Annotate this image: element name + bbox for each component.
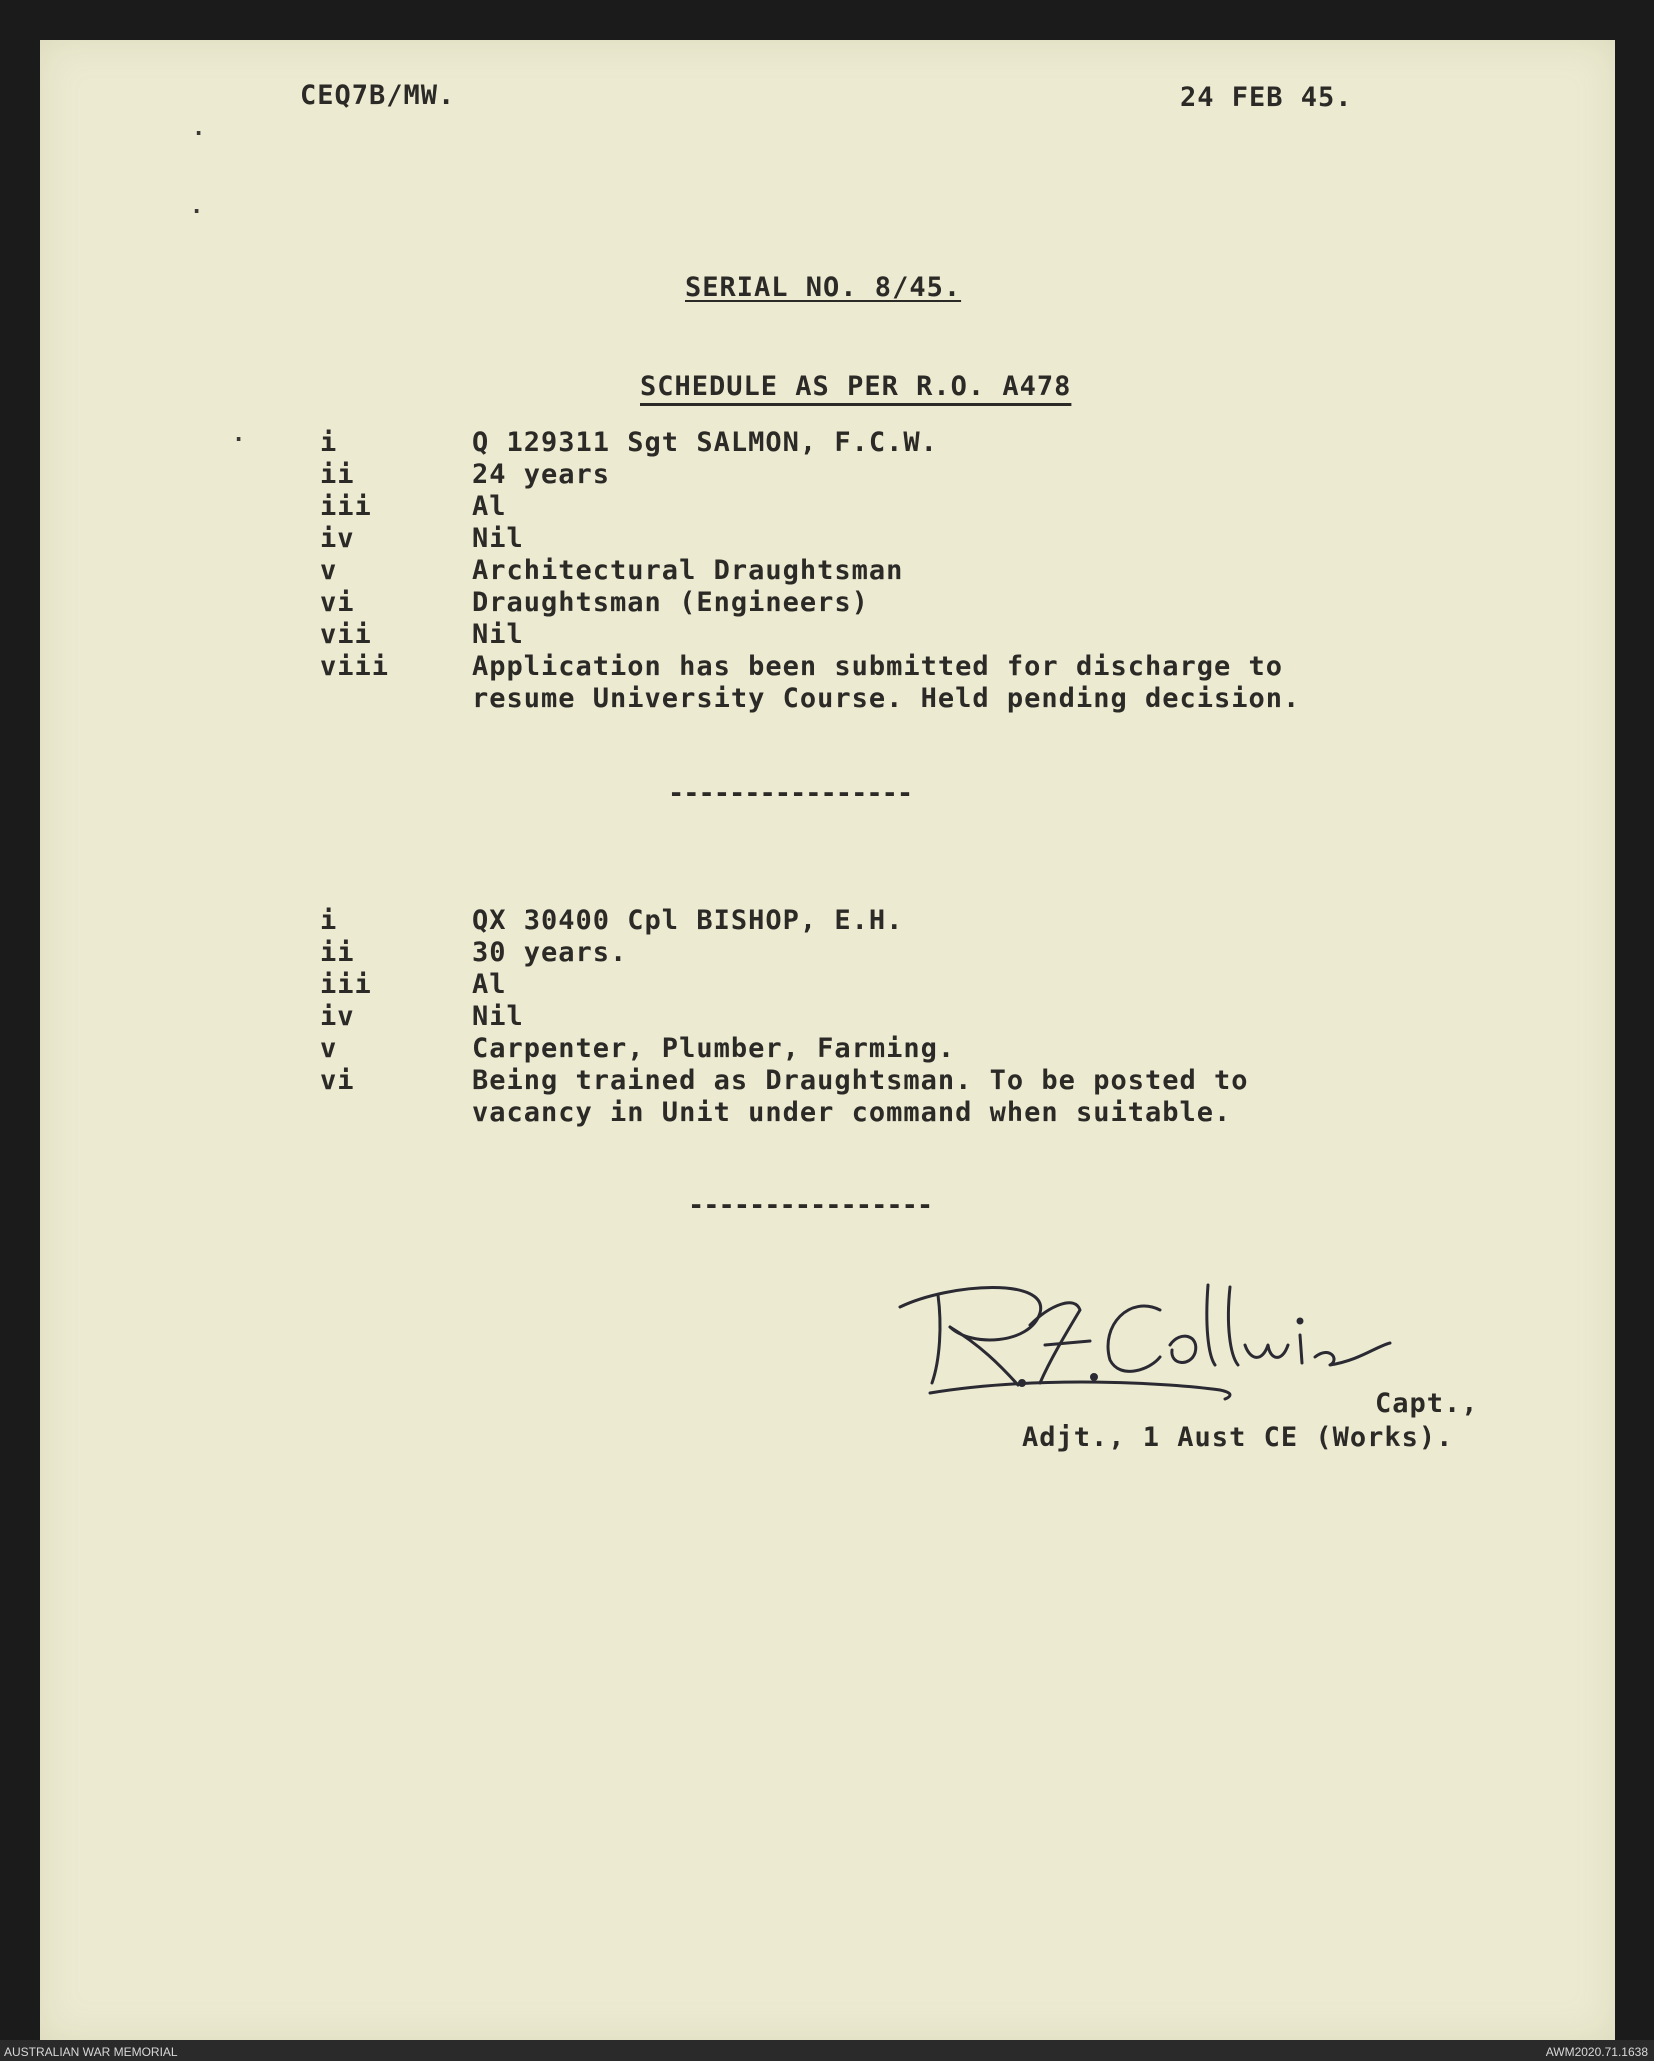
document-reference: CEQ7B/MW. <box>300 80 456 111</box>
schedule-row <box>320 491 1372 523</box>
signatory-appointment: Adjt., 1 Aust CE (Works). <box>1022 1422 1454 1453</box>
schedule-row <box>320 969 1372 1001</box>
schedule-reference: SCHEDULE AS PER R.O. A478 <box>640 371 1072 402</box>
schedule-row <box>320 619 1372 651</box>
schedule-row <box>320 1033 1372 1065</box>
item-number: vi <box>320 587 355 618</box>
handwritten-signature <box>890 1265 1400 1405</box>
item-value: Application has been submitted for discharge to resume University Course. Held pending decision. <box>472 651 1301 714</box>
schedule-row <box>320 555 1372 587</box>
schedule-row <box>320 523 1372 555</box>
item-value: Carpenter, Plumber, Farming. <box>472 1033 956 1064</box>
schedule-entry-bishop <box>320 905 1372 1129</box>
margin-mark: · <box>232 428 246 453</box>
item-value: 24 years <box>472 459 611 490</box>
item-number: vi <box>320 1065 355 1096</box>
schedule-row <box>320 905 1372 937</box>
schedule-row <box>320 587 1372 619</box>
schedule-row <box>320 1065 1372 1129</box>
item-value: QX 30400 Cpl BISHOP, E.H. <box>472 905 904 936</box>
separator-line: ---------------- <box>688 1190 933 1221</box>
item-number: iii <box>320 969 372 1000</box>
footer-accession-number: AWM2020.71.1638 <box>1545 2045 1648 2059</box>
item-number: i <box>320 905 338 936</box>
item-value: Q 129311 Sgt SALMON, F.C.W. <box>472 427 938 458</box>
separator-line: ---------------- <box>668 778 913 809</box>
schedule-row <box>320 1001 1372 1033</box>
item-number: iv <box>320 1001 355 1032</box>
schedule-row <box>320 459 1372 491</box>
schedule-row <box>320 651 1372 715</box>
item-number: vii <box>320 619 372 650</box>
item-number: v <box>320 1033 338 1064</box>
item-value: Nil <box>472 619 524 650</box>
item-value: Architectural Draughtsman <box>472 555 904 586</box>
item-number: viii <box>320 651 390 682</box>
item-number: iii <box>320 491 372 522</box>
margin-mark: · <box>192 122 206 147</box>
signatory-rank: Capt., <box>1375 1388 1479 1419</box>
item-number: v <box>320 555 338 586</box>
item-value: Nil <box>472 1001 524 1032</box>
item-number: i <box>320 427 338 458</box>
item-value: Nil <box>472 523 524 554</box>
serial-number: SERIAL NO. 8/45. <box>685 272 962 303</box>
item-value: 30 years. <box>472 937 628 968</box>
schedule-row <box>320 427 1372 459</box>
item-value: Al <box>472 491 507 522</box>
margin-mark: · <box>190 200 204 225</box>
schedule-entry-salmon <box>320 427 1372 715</box>
item-value: Al <box>472 969 507 1000</box>
footer-institution: AUSTRALIAN WAR MEMORIAL <box>4 2045 178 2059</box>
item-number: iv <box>320 523 355 554</box>
document-heading <box>640 205 1071 436</box>
item-value: Being trained as Draughtsman. To be posted to vacancy in Unit under command when suitable. <box>472 1065 1249 1128</box>
item-number: ii <box>320 937 355 968</box>
document-date: 24 FEB 45. <box>1180 82 1353 113</box>
item-number: ii <box>320 459 355 490</box>
schedule-row <box>320 937 1372 969</box>
item-value: Draughtsman (Engineers) <box>472 587 869 618</box>
